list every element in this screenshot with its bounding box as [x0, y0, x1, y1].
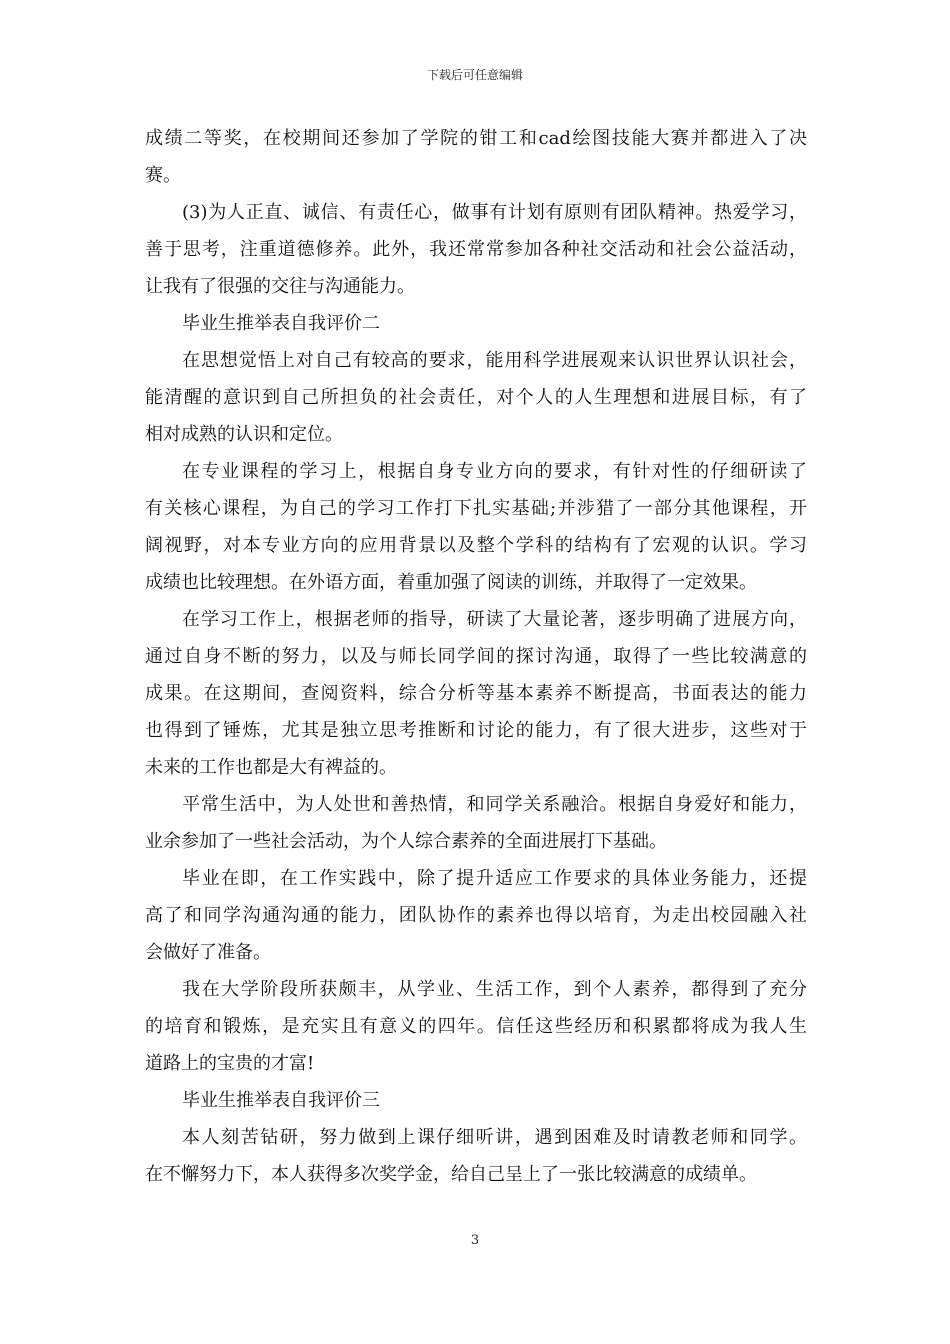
- section-heading: 毕业生推举表自我评价三: [182, 1090, 380, 1111]
- text-line: 在不懈努力下，本人获得多次奖学金，给自己呈上了一张比较满意的成绩单。: [145, 1164, 757, 1185]
- text-line: 在学习工作上，根据老师的指导，研读了大量论著，逐步明确了进展方向，: [182, 609, 807, 630]
- text-line: 通过自身不断的努力，以及与师长同学间的探讨沟通，取得了一些比较满意的: [145, 646, 807, 667]
- page-number: 3: [470, 1233, 480, 1248]
- text-line: 成绩也比较理想。在外语方面，着重加强了阅读的训练，并取得了一定效果。: [145, 572, 757, 593]
- document-body: [145, 120, 807, 1193]
- text-line: 成果。在这期间，查阅资料，综合分析等基本素养不断提高，书面表达的能力: [145, 683, 807, 704]
- text-line: 未来的工作也都是大有裨益的。: [145, 757, 397, 778]
- section-heading: 毕业生推举表自我评价二: [182, 313, 380, 334]
- text-line: 相对成熟的认识和定位。: [145, 424, 343, 445]
- text-line: 在专业课程的学习上，根据自身专业方向的要求，有针对性的仔细研读了: [182, 461, 807, 482]
- text-line: (3)为人正直、诚信、有责任心，做事有计划有原则有团队精神。热爱学习，: [182, 202, 807, 223]
- text-line: 也得到了锤炼，尤其是独立思考推断和讨论的能力，有了很大进步，这些对于: [145, 720, 807, 741]
- text-line: 高了和同学沟通沟通的能力，团队协作的素养也得以培育，为走出校园融入社: [145, 905, 807, 926]
- page-header: 下载后可任意编辑: [426, 68, 523, 82]
- text-line: 毕业在即，在工作实践中，除了提升适应工作要求的具体业务能力，还提: [182, 868, 807, 889]
- text-line: 能清醒的意识到自己所担负的社会责任，对个人的人生理想和进展目标，有了: [145, 387, 807, 408]
- text-line: 阔视野，对本专业方向的应用背景以及整个学科的结构有了宏观的认识。学习: [145, 535, 807, 556]
- text-line: 有关核心课程，为自己的学习工作打下扎实基础;并涉猎了一部分其他课程，开: [145, 498, 807, 519]
- text-line: 道路上的宝贵的才富!: [145, 1053, 315, 1074]
- text-line: 平常生活中，为人处世和善热情，和同学关系融洽。根据自身爱好和能力，: [182, 794, 807, 815]
- text-line: 在思想觉悟上对自己有较高的要求，能用科学进展观来认识世界认识社会，: [182, 350, 807, 371]
- text-line: 本人刻苦钻研，努力做到上课仔细听讲，遇到困难及时请教老师和同学。: [182, 1127, 807, 1148]
- text-line: 成绩二等奖，在校期间还参加了学院的钳工和cad绘图技能大赛并都进入了决: [145, 128, 807, 149]
- text-line: 善于思考，注重道德修养。此外，我还常常参加各种社交活动和社会公益活动，: [145, 239, 807, 260]
- text-line: 业余参加了一些社会活动，为个人综合素养的全面进展打下基础。: [145, 831, 667, 852]
- text-line: 让我有了很强的交往与沟通能力。: [145, 276, 415, 297]
- text-line: 赛。: [145, 165, 181, 186]
- text-line: 会做好了准备。: [145, 942, 271, 963]
- text-line: 的培育和锻炼，是充实且有意义的四年。信任这些经历和积累都将成为我人生: [145, 1016, 807, 1037]
- text-line: 我在大学阶段所获颇丰，从学业、生活工作，到个人素养，都得到了充分: [182, 979, 807, 1000]
